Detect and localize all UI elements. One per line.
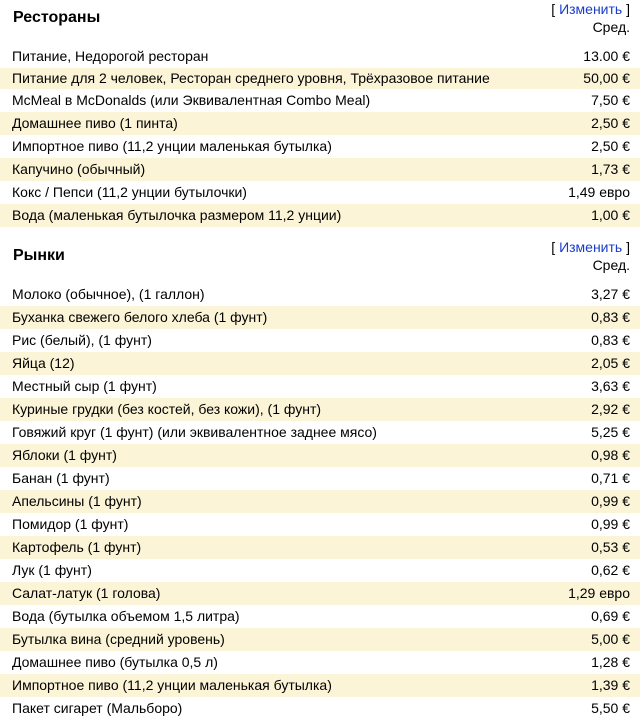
table-row: [0, 421, 640, 444]
table-row: [0, 112, 640, 135]
item-price: 0,83 €: [591, 332, 630, 348]
table-row: [0, 605, 640, 628]
item-name: Кокс / Пепси (11,2 унции бутылочки): [12, 184, 247, 200]
table-row: [0, 513, 640, 536]
section-header: [0, 0, 640, 45]
table-row: [0, 135, 640, 158]
avg-column-header: Сред.: [592, 257, 630, 273]
table-row: [0, 181, 640, 204]
item-name: Рис (белый), (1 фунт): [12, 332, 152, 348]
item-name: Яблоки (1 фунт): [12, 447, 117, 463]
table-row: [0, 628, 640, 651]
item-price: 5,00 €: [591, 631, 630, 647]
table-row: [0, 398, 640, 421]
item-name: Питание для 2 человек, Ресторан среднего уровня, Трёхразовое питание: [12, 70, 490, 86]
section-title: Рынки: [13, 247, 65, 264]
item-name: Яйца (12): [12, 355, 75, 371]
table-row: [0, 490, 640, 513]
price-table: [0, 45, 640, 227]
item-name: Пакет сигарет (Мальборо): [12, 700, 183, 716]
item-price: 1,28 €: [591, 654, 630, 670]
section-header: [0, 238, 640, 283]
item-price: 5,50 €: [591, 700, 630, 716]
bracket-close: ]: [626, 1, 630, 17]
item-price: 0,69 €: [591, 608, 630, 624]
item-price: 0,98 €: [591, 447, 630, 463]
change-control: [551, 1, 630, 17]
item-name: Домашнее пиво (1 пинта): [12, 115, 178, 131]
table-row: [0, 329, 640, 352]
change-link[interactable]: Изменить: [559, 239, 623, 255]
item-price: 3,63 €: [591, 378, 630, 394]
item-name: Куриные грудки (без костей, без кожи), (1 фунт): [12, 401, 322, 417]
item-price: 0,99 €: [591, 516, 630, 532]
item-price: 0,99 €: [591, 493, 630, 509]
item-name: Картофель (1 фунт): [12, 539, 142, 555]
item-price: 7,50 €: [591, 92, 630, 108]
bracket-close: ]: [626, 239, 630, 255]
item-price: 50,00 €: [583, 70, 630, 86]
bracket-open: [: [551, 239, 556, 255]
item-name: Бутылка вина (средний уровень): [12, 631, 225, 647]
bracket-open: [: [551, 1, 556, 17]
item-price: 2,50 €: [591, 138, 630, 154]
item-price: 13.00 €: [583, 48, 630, 64]
item-name: Импортное пиво (11,2 унции маленькая бутылка): [12, 677, 332, 693]
item-name: Салат-латук (1 голова): [12, 585, 161, 601]
item-name: Импортное пиво (11,2 унции маленькая бутылка): [12, 138, 332, 154]
change-link[interactable]: Изменить: [559, 1, 623, 17]
item-name: Вода (бутылка объемом 1,5 литра): [12, 608, 240, 624]
item-price: 1,39 €: [591, 677, 630, 693]
table-row: [0, 375, 640, 398]
item-price: 2,50 €: [591, 115, 630, 131]
section-1: [0, 238, 640, 720]
item-price: 1,29 евро: [568, 585, 630, 601]
item-price: 0,53 €: [591, 539, 630, 555]
table-row: [0, 582, 640, 605]
section-0: [0, 0, 640, 227]
item-name: Помидор (1 фунт): [12, 516, 129, 532]
table-row: [0, 674, 640, 697]
item-price: 2,05 €: [591, 355, 630, 371]
item-name: McMeal в McDonalds (или Эквивалентная Combo Meal): [12, 92, 371, 108]
price-table: [0, 283, 640, 720]
item-name: Молоко (обычное), (1 галлон): [12, 286, 205, 302]
table-row: [0, 68, 640, 89]
table-row: [0, 158, 640, 181]
table-row: [0, 559, 640, 582]
table-row: [0, 89, 640, 112]
item-price: 5,25 €: [591, 424, 630, 440]
table-row: [0, 352, 640, 375]
item-name: Апельсины (1 фунт): [12, 493, 142, 509]
table-row: [0, 306, 640, 329]
item-price: 0,62 €: [591, 562, 630, 578]
item-price: 1,00 €: [591, 207, 630, 223]
item-name: Говяжий круг (1 фунт) (или эквивалентное заднее мясо): [12, 424, 377, 440]
change-control: [551, 239, 630, 255]
item-name: Питание, Недорогой ресторан: [12, 48, 209, 64]
table-row: [0, 697, 640, 720]
table-row: [0, 444, 640, 467]
section-title: Рестораны: [13, 9, 101, 26]
item-name: Местный сыр (1 фунт): [12, 378, 157, 394]
table-row: [0, 651, 640, 674]
item-name: Банан (1 фунт): [12, 470, 110, 486]
item-name: Вода (маленькая бутылочка размером 11,2 унции): [12, 207, 342, 223]
item-price: 1,73 €: [591, 161, 630, 177]
table-row: [0, 536, 640, 559]
item-price: 0,83 €: [591, 309, 630, 325]
table-row: [0, 283, 640, 306]
table-row: [0, 45, 640, 68]
section-gap: [0, 227, 640, 238]
avg-column-header: Сред.: [592, 19, 630, 35]
item-name: Домашнее пиво (бутылка 0,5 л): [12, 654, 218, 670]
item-price: 2,92 €: [591, 401, 630, 417]
item-name: Капучино (обычный): [12, 161, 146, 177]
item-price: 0,71 €: [591, 470, 630, 486]
item-name: Лук (1 фунт): [12, 562, 92, 578]
item-price: 1,49 евро: [568, 184, 630, 200]
table-row: [0, 467, 640, 490]
item-price: 3,27 €: [591, 286, 630, 302]
table-row: [0, 204, 640, 227]
item-name: Буханка свежего белого хлеба (1 фунт): [12, 309, 268, 325]
